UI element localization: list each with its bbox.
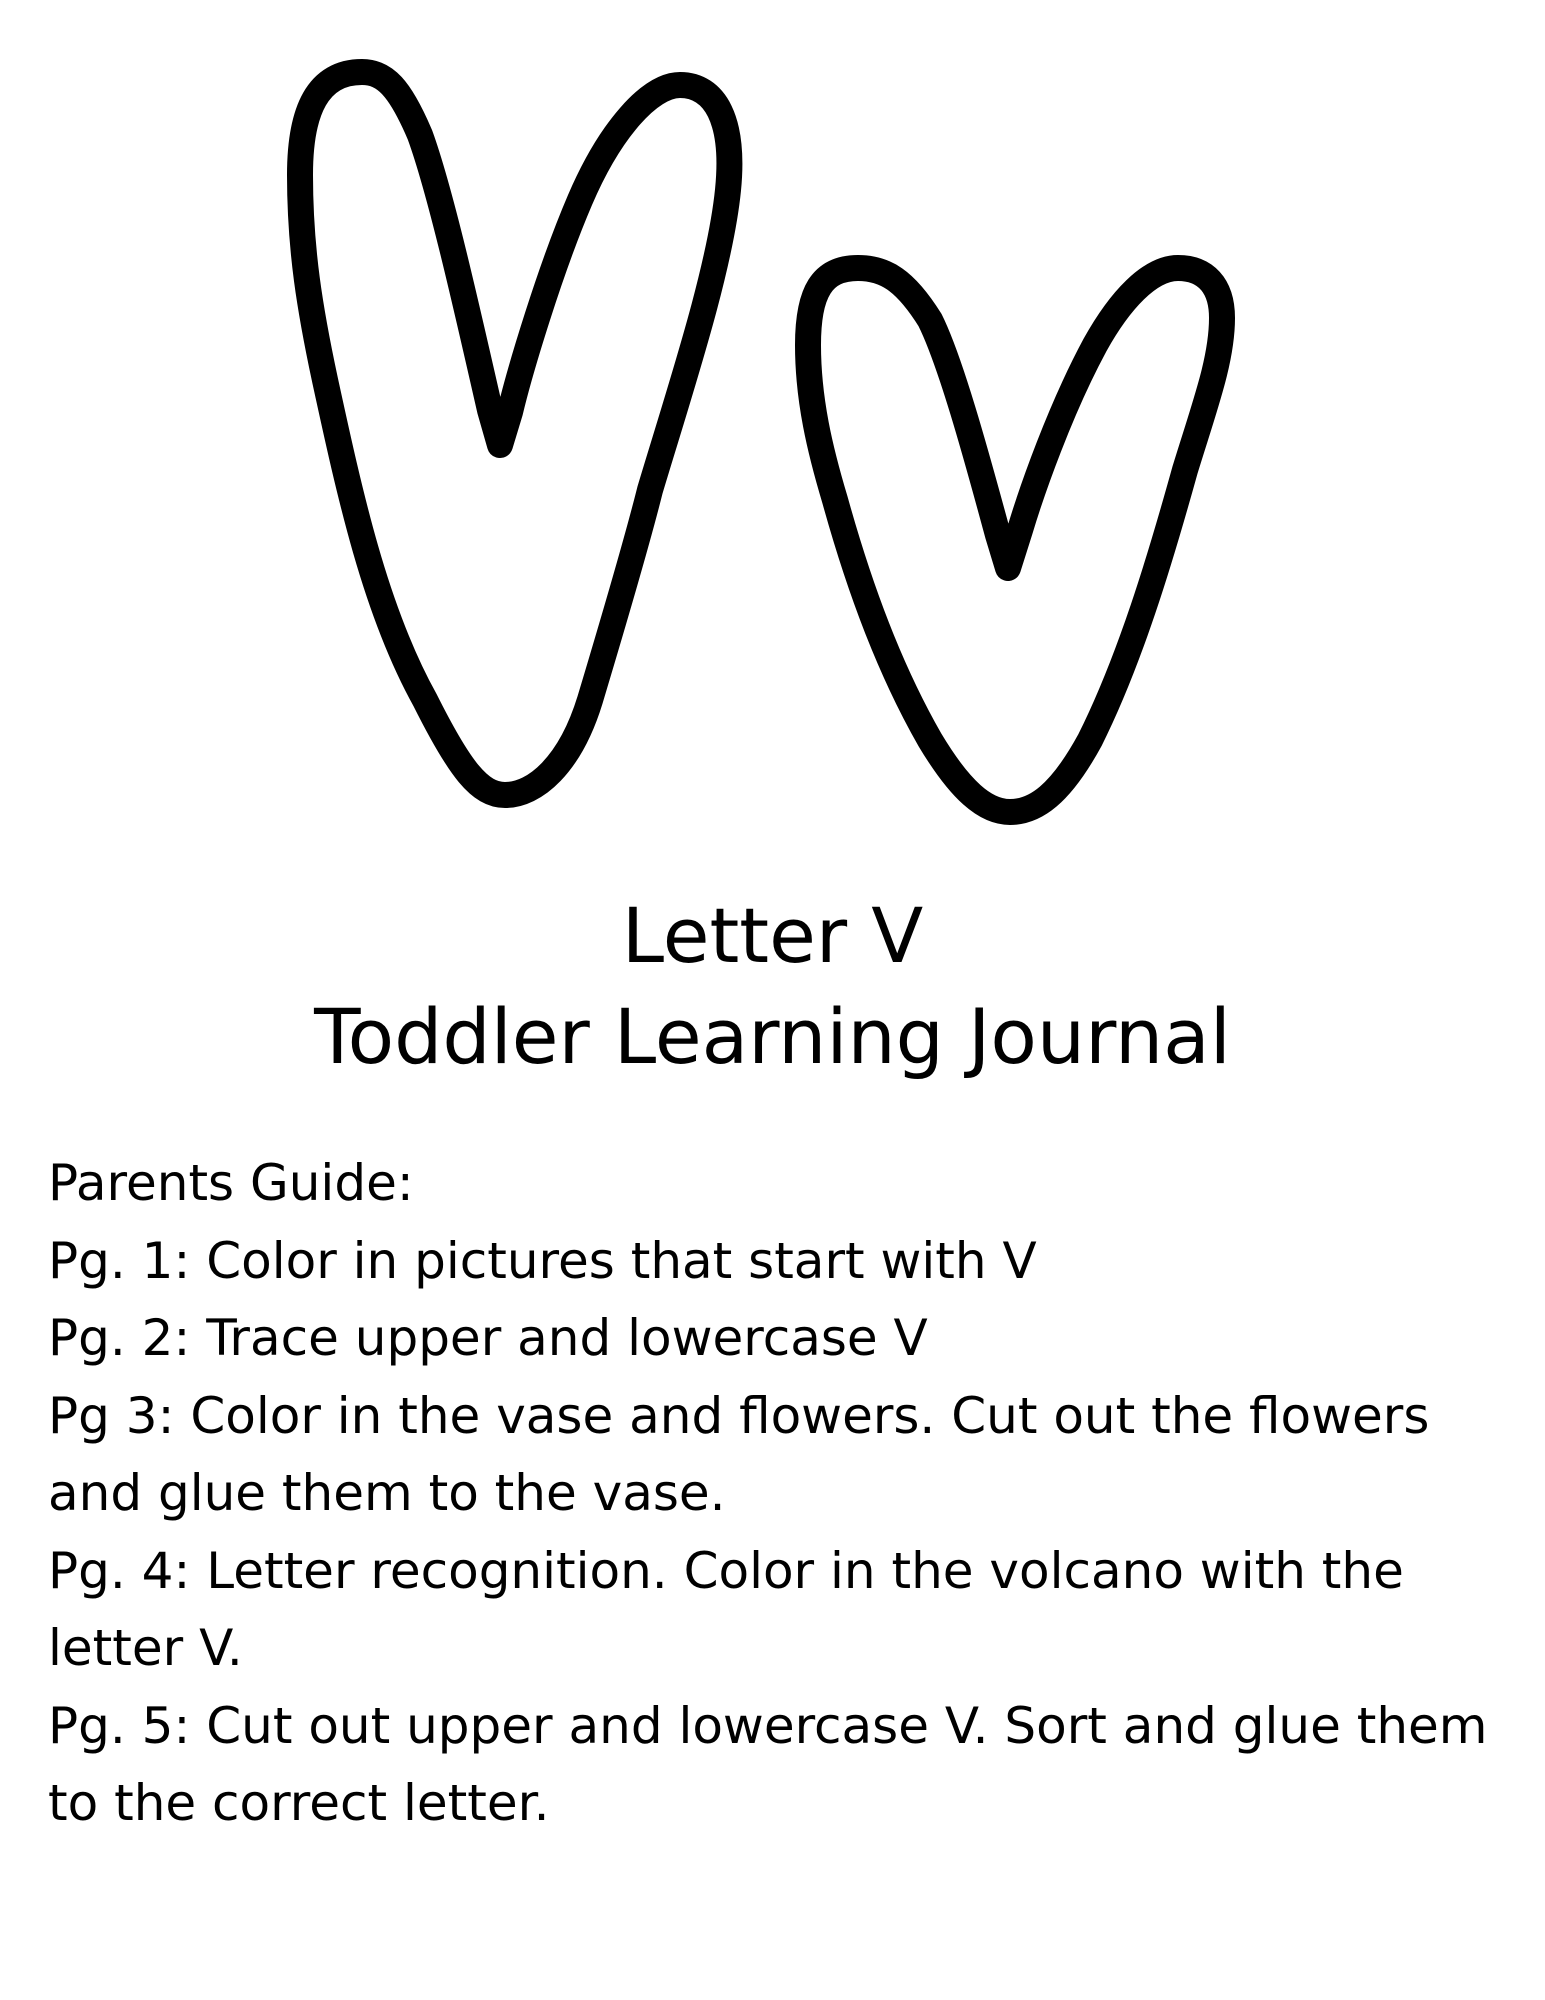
page-subtitle: Toddler Learning Journal xyxy=(314,992,1231,1081)
guide-item-page-3: Pg 3: Color in the vase and flowers. Cut out the flowers and glue them to the vase. xyxy=(48,1386,1430,1522)
guide-item-page-1: Pg. 1: Color in pictures that start with V xyxy=(48,1231,1037,1290)
letter-v-outline-illustration xyxy=(0,0,1545,860)
parents-guide xyxy=(48,1145,1508,1843)
uppercase-v-outline xyxy=(300,72,729,795)
guide-heading: Parents Guide: xyxy=(48,1154,414,1212)
page-title: Letter V xyxy=(621,891,924,980)
guide-item-page-5: Pg. 5: Cut out upper and lowercase V. Sort and glue them to the correct letter. xyxy=(48,1696,1488,1832)
guide-item-page-2: Pg. 2: Trace upper and lowercase V xyxy=(48,1309,928,1367)
title-block xyxy=(0,885,1545,1087)
guide-item-page-4: Pg. 4: Letter recognition. Color in the volcano with the letter V. xyxy=(48,1541,1404,1677)
lowercase-v-outline xyxy=(808,268,1222,812)
